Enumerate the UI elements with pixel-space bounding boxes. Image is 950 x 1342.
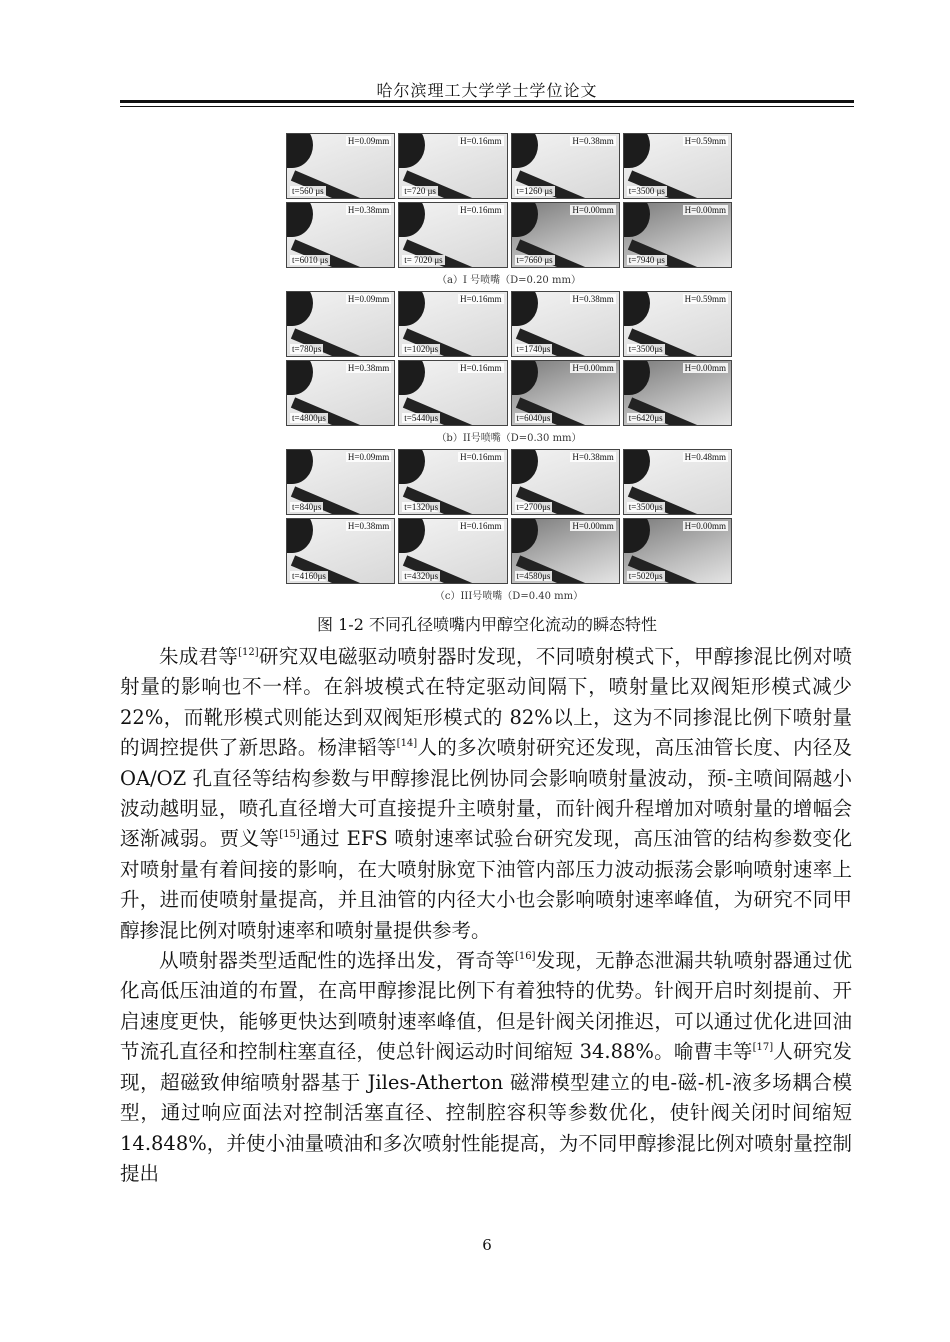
time-label: t=3500μs bbox=[628, 344, 663, 354]
time-label: t=5440μs bbox=[404, 413, 439, 423]
citation-ref: [14] bbox=[396, 738, 418, 750]
figure-image-grid bbox=[286, 133, 732, 607]
time-label: t=1260 μs bbox=[516, 186, 553, 196]
lift-label: H=0.00mm bbox=[572, 205, 614, 215]
spray-frame-image bbox=[623, 133, 732, 199]
lift-label: H=0.09mm bbox=[347, 452, 390, 462]
body-paragraph bbox=[120, 642, 852, 946]
spray-frame-image bbox=[623, 202, 732, 268]
figure-panel bbox=[286, 133, 732, 286]
lift-label: H=0.00mm bbox=[684, 521, 726, 531]
spray-frame-image bbox=[623, 360, 732, 426]
time-label: t=2700μs bbox=[516, 502, 551, 512]
lift-label: H=0.16mm bbox=[460, 205, 502, 215]
citation-ref: [16] bbox=[515, 951, 536, 963]
nozzle-shape bbox=[623, 449, 650, 484]
lift-label: H=0.38mm bbox=[572, 294, 614, 304]
spray-frame-image bbox=[286, 360, 395, 426]
paragraph-text: 人研究发现，超磁致伸缩喷射器基于 Jiles-Atherton 磁滞模型建立的电-磁-机-液多场耦合模型，通过响应面法对控制活塞直径、控制腔容积等参数优化，使针阀关闭时间缩短 14.848%，并使小油量喷油和多次喷射性能提高，为不同甲醇掺混比例对喷射量控制提出 bbox=[120, 1040, 852, 1185]
spray-frame-image bbox=[398, 360, 507, 426]
time-label: t=4320μs bbox=[404, 571, 439, 581]
nozzle-shape bbox=[623, 360, 650, 395]
lift-label: H=0.38mm bbox=[347, 205, 390, 215]
lift-label: H=0.59mm bbox=[684, 136, 726, 146]
body-text bbox=[120, 642, 852, 1189]
lift-label: H=0.38mm bbox=[347, 363, 390, 373]
lift-label: H=0.38mm bbox=[572, 452, 614, 462]
paragraph-text: 从喷射器类型适配性的选择出发，胥奇等 bbox=[159, 949, 515, 973]
lift-label: H=0.00mm bbox=[684, 363, 726, 373]
time-label: t=1320μs bbox=[404, 502, 439, 512]
nozzle-shape bbox=[511, 133, 538, 168]
time-label: t= 7020 μs bbox=[404, 255, 443, 265]
figure-row bbox=[286, 202, 732, 268]
figure-row bbox=[286, 291, 732, 357]
spray-frame-image bbox=[398, 449, 507, 515]
lift-label: H=0.38mm bbox=[347, 521, 390, 531]
figure-panel bbox=[286, 449, 732, 602]
time-label: t=7660 μs bbox=[516, 255, 553, 265]
time-label: t=6010 μs bbox=[292, 255, 329, 265]
nozzle-shape bbox=[398, 202, 425, 237]
nozzle-shape bbox=[286, 360, 313, 395]
nozzle-shape bbox=[511, 291, 538, 326]
spray-frame-image bbox=[511, 291, 620, 357]
spray-frame-image bbox=[511, 360, 620, 426]
figure-row bbox=[286, 360, 732, 426]
nozzle-shape bbox=[623, 518, 650, 553]
lift-label: H=0.00mm bbox=[684, 205, 726, 215]
time-label: t=4580μs bbox=[516, 571, 551, 581]
time-label: t=560 μs bbox=[292, 186, 324, 196]
nozzle-shape bbox=[286, 449, 313, 484]
nozzle-shape bbox=[286, 518, 313, 553]
nozzle-shape bbox=[398, 291, 425, 326]
time-label: t=720 μs bbox=[404, 186, 436, 196]
nozzle-shape bbox=[623, 133, 650, 168]
header-rule-thin bbox=[120, 106, 854, 107]
spray-frame-image bbox=[511, 133, 620, 199]
lift-label: H=0.38mm bbox=[572, 136, 614, 146]
nozzle-shape bbox=[511, 518, 538, 553]
nozzle-shape bbox=[286, 202, 313, 237]
header-rule-thick bbox=[120, 100, 854, 103]
lift-label: H=0.16mm bbox=[460, 452, 502, 462]
lift-label: H=0.00mm bbox=[572, 363, 614, 373]
spray-frame-image bbox=[398, 202, 507, 268]
lift-label: H=0.00mm bbox=[572, 521, 614, 531]
figure-row bbox=[286, 133, 732, 199]
citation-ref: [12] bbox=[238, 647, 259, 658]
lift-label: H=0.16mm bbox=[460, 136, 502, 146]
lift-label: H=0.16mm bbox=[460, 521, 502, 531]
time-label: t=780μs bbox=[292, 344, 322, 354]
nozzle-shape bbox=[286, 133, 313, 168]
time-label: t=5020μs bbox=[628, 571, 663, 581]
figure-panel bbox=[286, 291, 732, 444]
lift-label: H=0.48mm bbox=[684, 452, 726, 462]
time-label: t=6420μs bbox=[628, 413, 663, 423]
time-label: t=6040μs bbox=[516, 413, 551, 423]
page-header: 哈尔滨理工大学学士学位论文 bbox=[376, 81, 598, 100]
lift-label: H=0.16mm bbox=[460, 363, 502, 373]
citation-ref: [17] bbox=[752, 1042, 774, 1054]
nozzle-shape bbox=[623, 291, 650, 326]
spray-frame-image bbox=[398, 291, 507, 357]
lift-label: H=0.09mm bbox=[347, 136, 390, 146]
time-label: t=3500μs bbox=[628, 502, 663, 512]
spray-frame-image bbox=[286, 202, 395, 268]
nozzle-shape bbox=[623, 202, 650, 237]
spray-frame-image bbox=[623, 449, 732, 515]
panel-caption: （a）I 号喷嘴（D=0.20 mm） bbox=[437, 275, 581, 286]
time-label: t=3500 μs bbox=[628, 186, 665, 196]
time-label: t=840μs bbox=[292, 502, 322, 512]
spray-frame-image bbox=[511, 518, 620, 584]
paragraph-text: 通过 EFS 喷射速率试验台研究发现，高压油管的结构参数变化对喷射量有着间接的影响，在大喷射脉宽下油管内部压力波动振荡会影响喷射速率上升，进而使喷射量提高，并且油管的内径大小也会影响喷射速率峰值，为研究不同甲醇掺混比例对喷射速率和喷射量提供参考。 bbox=[120, 827, 852, 942]
spray-frame-image bbox=[286, 449, 395, 515]
spray-frame-image bbox=[623, 291, 732, 357]
panel-caption: （b）II号喷嘴（D=0.30 mm） bbox=[436, 433, 582, 444]
nozzle-shape bbox=[511, 360, 538, 395]
figure-row bbox=[286, 518, 732, 584]
paragraph-text: 人的多次喷射研究还发现，高压油管长度、内径及 OA/OZ 孔直径等结构参数与甲醇掺混比例协同会影响喷射量波动，预-主喷间隔越小波动越明显，喷孔直径增大可直接提升主喷射量，而针阀升程增加对喷射量的增幅会逐渐减弱。贾义等 bbox=[120, 736, 852, 851]
body-paragraph bbox=[120, 946, 852, 1189]
nozzle-shape bbox=[398, 449, 425, 484]
lift-label: H=0.16mm bbox=[460, 294, 502, 304]
paragraph-text: 发现，无静态泄漏共轨喷射器通过优化高低压油道的布置，在高甲醇掺混比例下有着独特的优势。针阀开启时刻提前、开启速度更快，能够更快达到喷射速率峰值，但是针阀关闭推迟，可以通过优化进回油节流孔直径和控制柱塞直径，使总针阀运动时间缩短 34.88%。喻曹丰等 bbox=[120, 949, 852, 1064]
nozzle-shape bbox=[511, 449, 538, 484]
lift-label: H=0.09mm bbox=[347, 294, 390, 304]
page-number: 6 bbox=[482, 1236, 492, 1254]
panel-caption: （c）III号喷嘴（D=0.40 mm） bbox=[434, 591, 584, 602]
time-label: t=7940 μs bbox=[628, 255, 665, 265]
nozzle-shape bbox=[398, 133, 425, 168]
citation-ref: [15] bbox=[279, 829, 300, 841]
nozzle-shape bbox=[286, 291, 313, 326]
nozzle-shape bbox=[511, 202, 538, 237]
paragraph-text: 朱成君等 bbox=[159, 645, 239, 668]
spray-frame-image bbox=[286, 133, 395, 199]
figure-caption: 图 1-2 不同孔径喷嘴内甲醇空化流动的瞬态特性 bbox=[317, 615, 657, 634]
lift-label: H=0.59mm bbox=[684, 294, 726, 304]
time-label: t=1740μs bbox=[516, 344, 551, 354]
paragraph-text: 研究双电磁驱动喷射器时发现，不同喷射模式下，甲醇掺混比例对喷射量的影响也不一样。在斜坡模式在特定驱动间隔下，喷射量比双阀矩形模式减少 22%，而靴形模式则能达到双阀矩形模式的 82%以上，这为不同掺混比例下喷射量的调控提供了新思路。杨津韬等 bbox=[120, 645, 852, 760]
time-label: t=4160μs bbox=[292, 571, 326, 581]
figure-row bbox=[286, 449, 732, 515]
time-label: t=4800μs bbox=[292, 413, 326, 423]
spray-frame-image bbox=[398, 518, 507, 584]
spray-frame-image bbox=[511, 202, 620, 268]
spray-frame-image bbox=[398, 133, 507, 199]
nozzle-shape bbox=[398, 518, 425, 553]
spray-frame-image bbox=[623, 518, 732, 584]
spray-frame-image bbox=[511, 449, 620, 515]
spray-frame-image bbox=[286, 518, 395, 584]
spray-frame-image bbox=[286, 291, 395, 357]
nozzle-shape bbox=[398, 360, 425, 395]
time-label: t=1020μs bbox=[404, 344, 439, 354]
